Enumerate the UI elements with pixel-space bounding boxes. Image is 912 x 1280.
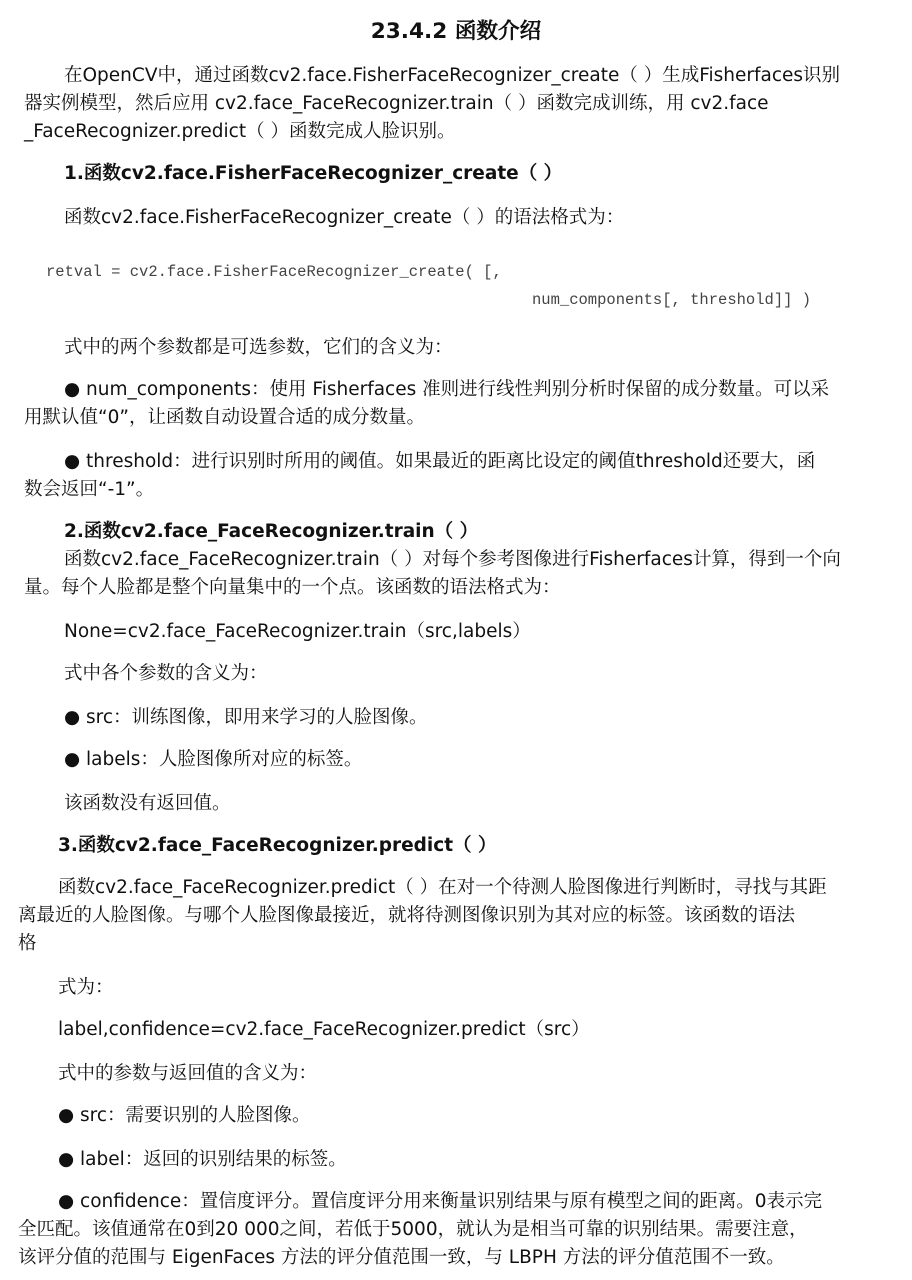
subheading-2: 2.函数cv2.face_FaceRecognizer.train（ ） [64, 521, 479, 542]
confidence-line-3: 该评分值的范围与 EigenFaces 方法的评分值范围一致，与 LBPH 方法的评分值范围不一致。 [18, 1247, 785, 1268]
confidence-line-1: ● confidence：置信度评分。置信度评分用来衡量识别结果与原有模型之间的距离。0表示完 [58, 1191, 823, 1212]
intro-line-1: 在OpenCV中，通过函数cv2.face.FisherFaceRecognizer_create（ ）生成Fisherfaces识别 [64, 65, 841, 86]
predict-desc-line-2: 离最近的人脸图像。与哪个人脸图像最接近，就将待测图像识别为其对应的标签。该函数的语法 [18, 905, 796, 926]
subheading-3: 3.函数cv2.face_FaceRecognizer.predict（ ） [58, 835, 497, 856]
param-threshold-line-2: 数会返回“-1”。 [24, 479, 155, 500]
intro-line-3: _FaceRecognizer.predict（ ）函数完成人脸识别。 [24, 121, 456, 142]
params-intro-1: 式中的两个参数都是可选参数，它们的含义为： [64, 337, 453, 358]
train-desc-line-1: 函数cv2.face_FaceRecognizer.train（ ）对每个参考图像进行Fisherfaces计算，得到一个向 [64, 549, 841, 570]
intro-line-2: 器实例模型，然后应用 cv2.face_FaceRecognizer.train（ ）函数完成训练，用 cv2.face [24, 93, 769, 114]
predict-desc-line-3: 格 [18, 933, 37, 954]
predict-param-label: ● label：返回的识别结果的标签。 [58, 1149, 347, 1170]
predict-param-src: ● src：需要识别的人脸图像。 [58, 1105, 311, 1126]
param-num-components-line-1: ● num_components：使用 Fisherfaces 准则进行线性判别分析时保留的成分数量。可以采 [64, 379, 830, 400]
param-threshold-line-1: ● threshold：进行识别时所用的阈值。如果最近的距离比设定的阈值threshold还要大，函 [64, 451, 816, 472]
train-param-labels: ● labels：人脸图像所对应的标签。 [64, 749, 363, 770]
code-line-2: num_components[, threshold]] ) [532, 291, 812, 309]
train-desc-line-2: 量。每个人脸都是整个向量集中的一个点。该函数的语法格式为： [24, 577, 561, 598]
predict-desc-cont: 式为： [58, 977, 114, 998]
params-intro-3: 式中的参数与返回值的含义为： [58, 1063, 318, 1084]
subheading-1: 1.函数cv2.face.FisherFaceRecognizer_create（ ） [64, 163, 563, 184]
code-line-1: retval = cv2.face.FisherFaceRecognizer_create( [, [46, 263, 502, 281]
syntax-intro-1: 函数cv2.face.FisherFaceRecognizer_create（ ）的语法格式为： [64, 207, 625, 228]
train-param-src: ● src：训练图像，即用来学习的人脸图像。 [64, 707, 428, 728]
section-title: 23.4.2 函数介绍 [370, 19, 542, 44]
predict-desc-line-1: 函数cv2.face_FaceRecognizer.predict（ ）在对一个待测人脸图像进行判断时，寻找与其距 [58, 877, 827, 898]
confidence-line-2: 全匹配。该值通常在0到20 000之间，若低于5000，就认为是相当可靠的识别结果。需要注意， [18, 1219, 808, 1240]
train-syntax: None=cv2.face_FaceRecognizer.train（src,labels） [64, 621, 531, 642]
params-intro-2: 式中各个参数的含义为： [64, 663, 268, 684]
train-no-return: 该函数没有返回值。 [64, 793, 231, 814]
predict-syntax: label,confidence=cv2.face_FaceRecognizer.predict（src） [58, 1019, 590, 1040]
param-num-components-line-2: 用默认值“0”，让函数自动设置合适的成分数量。 [24, 407, 425, 428]
